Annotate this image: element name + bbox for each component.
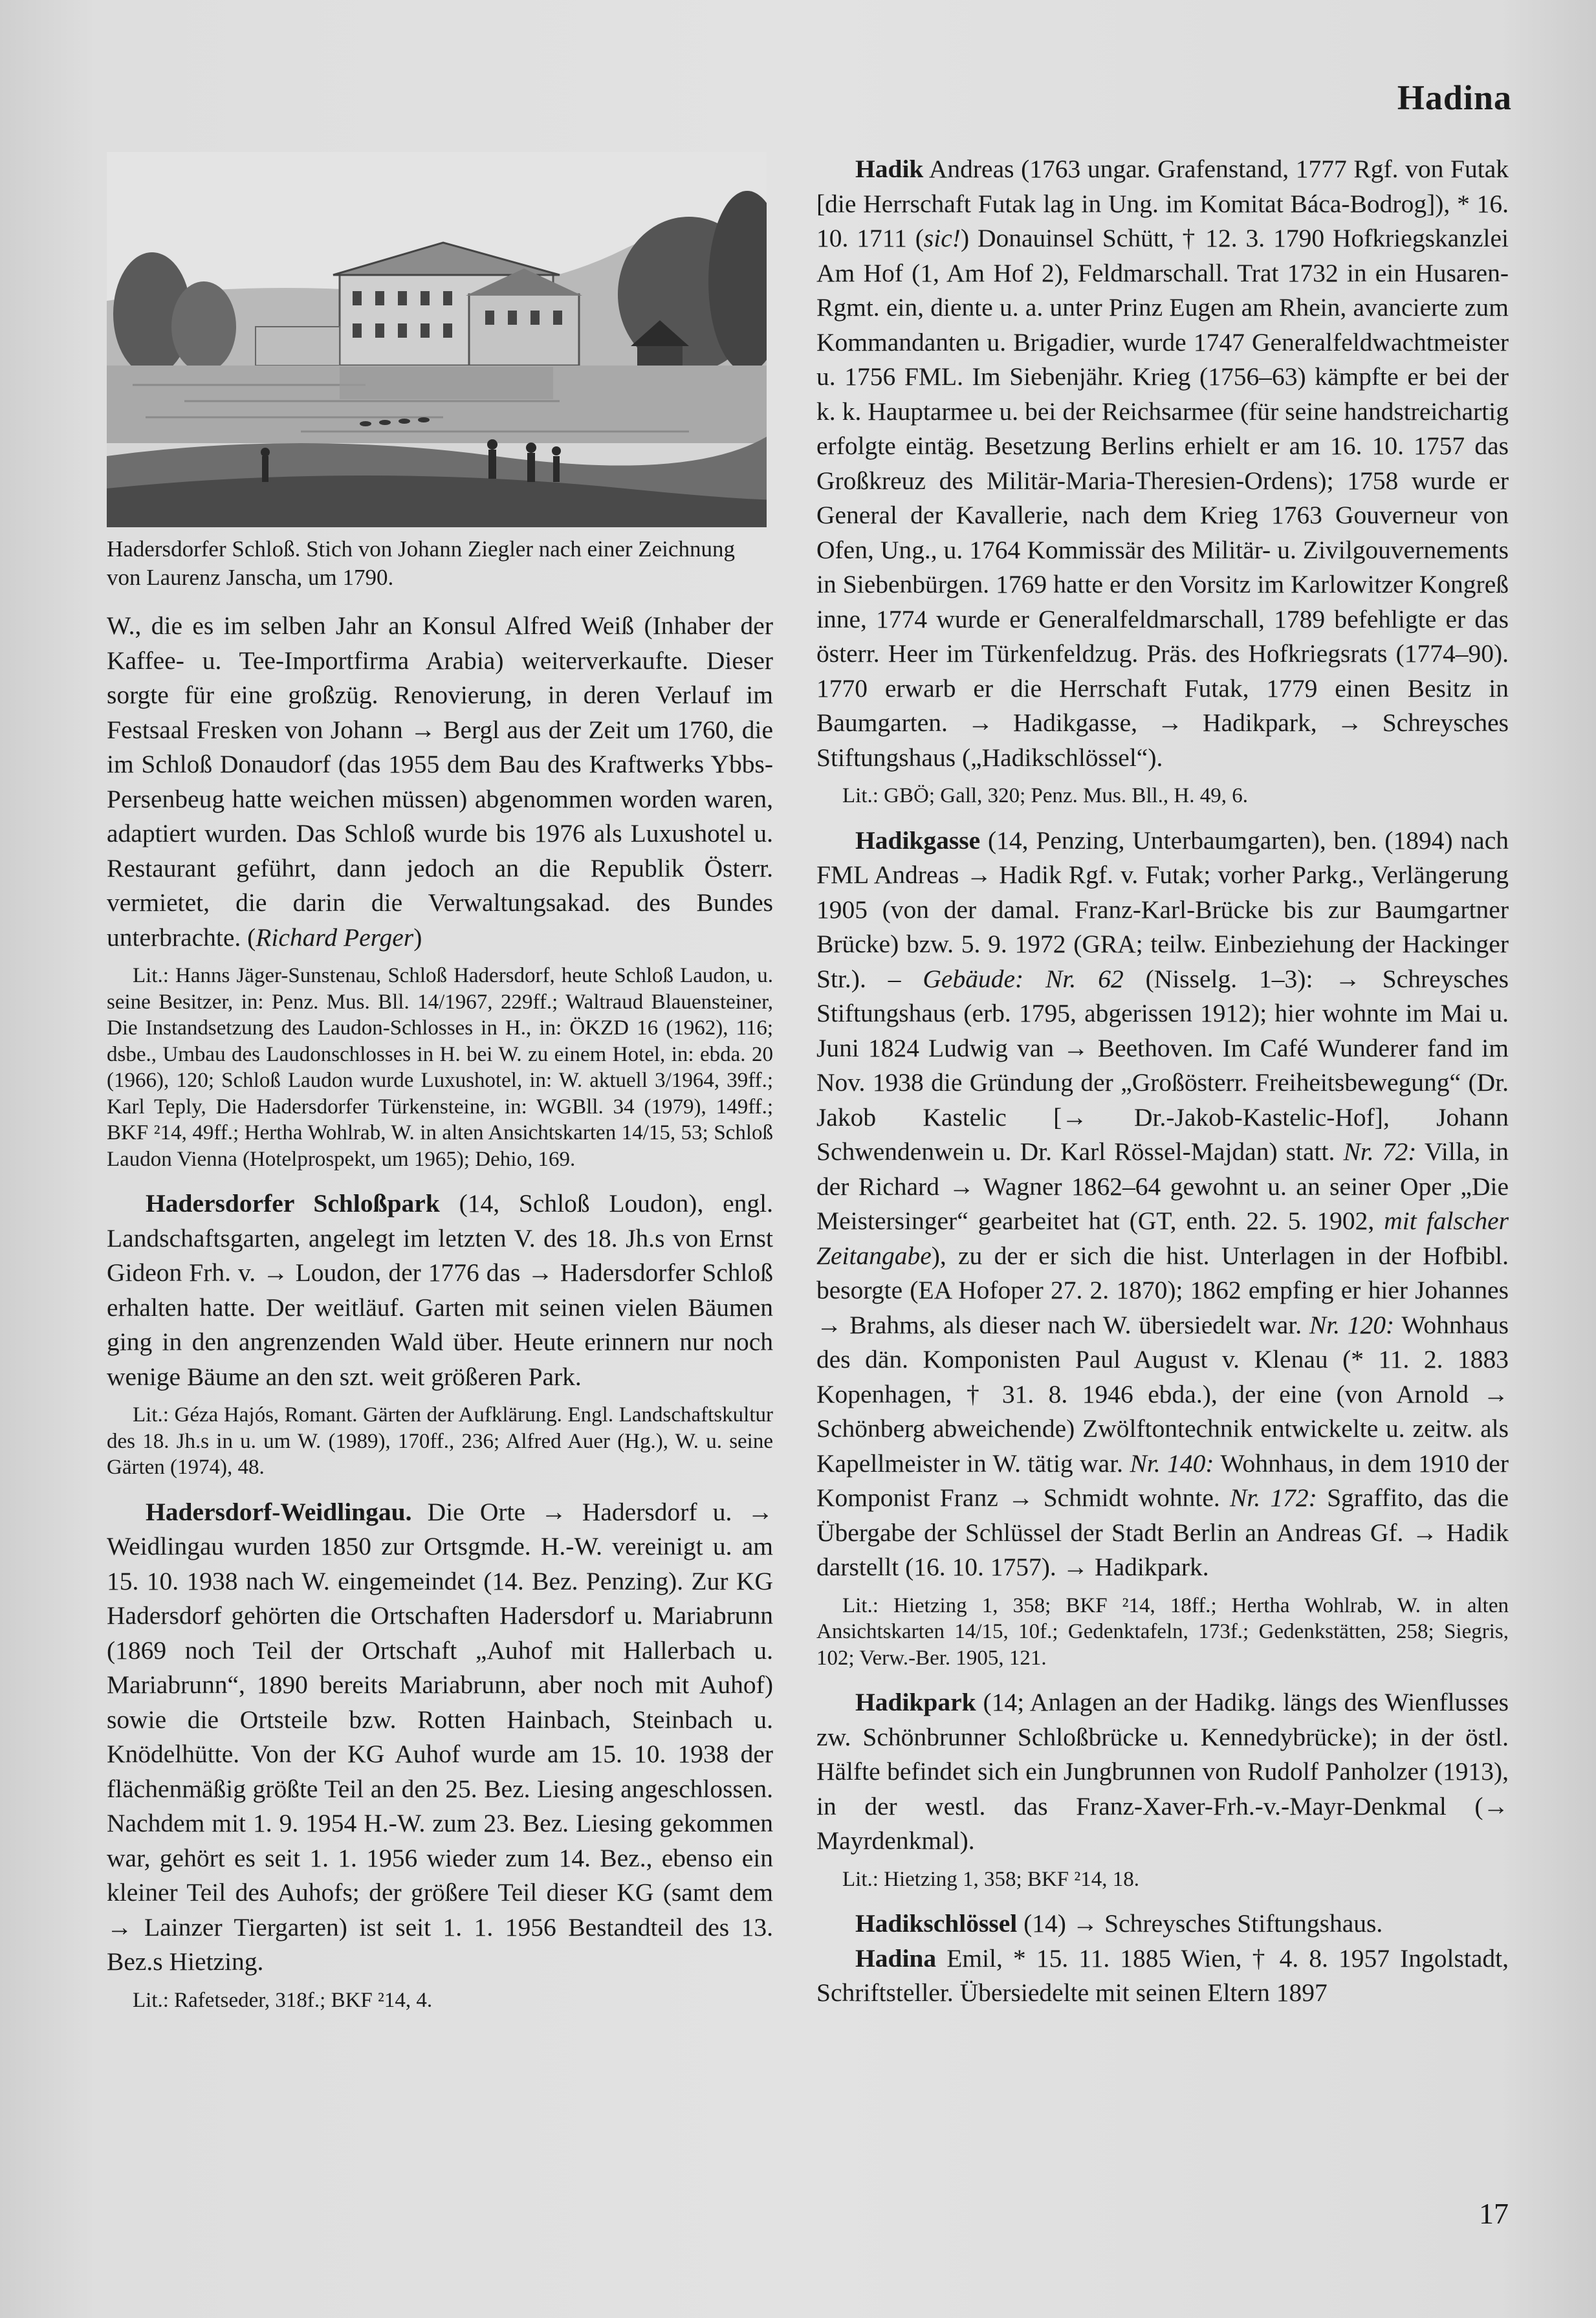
literature-hadikpark: Lit.: Hietzing 1, 358; BKF ²14, 18. — [842, 1867, 1140, 1891]
paragraph-schloss-continued: W., die es im selben Jahr an Konsul Alfred Weiß (Inhaber der Kaffee- u. Tee-Importfirma Arabia) weiterverkaufte. Dieser sorgte für eine großzüg. Renovierung, in deren Verlauf im Festsaal Fresken von Johann → Bergl aus der Zeit um 1760, die im Schloß Donaudorf (das 1955 dem Bau des Kraftwerks Ybbs-Persenbeug hatte weichen müssen) abgenommen worden waren, adaptiert wurden. Das Schloß wurde bis 1976 als Luxushotel u. Restaurant geführt, dann jedoch an die Republik Österr. vermietet, die darin die Verwaltungsakad. des Bundes unterbrachte. (Richard Perger) — [107, 611, 773, 952]
page-number: 17 — [1479, 2197, 1509, 2230]
entry-hadikpark: Hadikpark (14; Anlagen an der Hadikg. längs des Wienflusses zw. Schönbrunner Schloßbrücke u. Kennedybrücke); in der östl. Hälfte befindet sich ein Jungbrunnen von Rudolf Panholzer (1913), in der westl. das Franz-Xaver-Frh.-v.-Mayr-Denkmal (→ Mayrdenkmal). — [816, 1688, 1509, 1855]
entry-hadersdorf-weidlingau: Hadersdorf-Weidlingau. Die Orte → Hadersdorf u. → Weidlingau wurden 1850 zur Ortsgmde. H.-W. vereinigt u. am 15. 10. 1938 nach W. eingemeindet (14. Bez. Penzing). Zur KG Hadersdorf gehörten die Ortschaften Hadersdorf u. Mariabrunn (1869 noch Teil der Ortschaft „Auhof mit Hallerbach u. Mariabrunn“, 1890 bereits Mariabrunn, aber noch mit Auhof) sowie die Ortsteile bzw. Rotten Hainbach, Steinbach u. Knödelhütte. Von der KG Auhof wurde am 15. 10. 1938 der flächenmäßig größte Teil an den 25. Bez. Liesing angeschlossen. Nachdem mit 1. 9. 1954 H.-W. zum 23. Bez. Liesing gekommen war, gehört es seit 1. 1. 1956 wieder zum 14. Bez., ebenso ein kleiner Teil des Auhofs; der größere Teil dieser KG (samt dem → Lainzer Tiergarten) ist seit 1. 1. 1956 Bestandteil des 13. Bez.s Hietzing. — [107, 1497, 773, 1976]
literature-hadersdorfer-schloss: Lit.: Hanns Jäger-Sunstenau, Schloß Hadersdorf, heute Schloß Laudon, u. seine Besitzer, in: Penz. Mus. Bll. 14/1967, 229ff.; Waltraud Blauensteiner, Die Instandsetzung des Laudon-Schlosses in H., in: ÖKZD 16 (1962), 116; dsbe., Umbau des Laudonschlosses in H. bei W. zu einem Hotel, in: ebda. 20 (1966), 120; Schloß Laudon wurde Luxushotel, in: W. aktuell 3/1964, 39ff.; Karl Teply, Die Hadersdorfer Türkensteine, in: WGBll. 34 (1979), 149ff.; BKF ²14, 49ff.; Hertha Wohlrab, W. in alten Ansichtskarten 14/15, 53; Schloß Laudon Vienna (Hotelprospekt, um 1965); Dehio, 169. — [107, 964, 773, 1171]
headword: Hadikpark — [855, 1688, 976, 1716]
literature-schlosspark: Lit.: Géza Hajós, Romant. Gärten der Aufklärung. Engl. Landschaftskultur des 18. Jh.s in u. um W. (1989), 170ff., 236; Alfred Auer (Hg.), W. u. seine Gärten (1974), 48. — [107, 1403, 773, 1479]
headword: Hadik — [855, 155, 924, 183]
literature-hadik: Lit.: GBÖ; Gall, 320; Penz. Mus. Bll., H. 49, 6. — [842, 784, 1248, 807]
right-column — [816, 152, 1509, 2011]
running-head: Hadina — [1397, 78, 1512, 117]
headword: Hadersdorf-Weidlingau. — [146, 1497, 412, 1526]
literature-hadikgasse: Lit.: Hietzing 1, 358; BKF ²14, 18ff.; Hertha Wohlrab, W. in alten Ansichtskarten 14/15, 10f.; Gedenktafeln, 173f.; Gedenkstätten, 258; Siegris, 102; Verw.-Ber. 1905, 121. — [816, 1593, 1509, 1670]
entry-hadikgasse: Hadikgasse (14, Penzing, Unterbaumgarten), ben. (1894) nach FML Andreas → Hadik Rgf. v. Futak; vorher Parkg., Verlängerung 1905 (von der damal. Franz-Karl-Brücke bis zur Baumgartner Brücke) bzw. 5. 9. 1972 (GRA; teilw. Einbeziehung der Hackinger Str.). – Gebäude: Nr. 62 (Nisselg. 1–3): → Schreysches Stiftungshaus (erb. 1795, abgerissen 1912); hier wohnte im Mai u. Juni 1824 Ludwig van → Beethoven. Im Café Wunderer fand im Nov. 1938 die Gründung der „Großösterr. Freiheitsbewegung“ (Dr. Jakob Kastelic [→ Dr.-Jakob-Kastelic-Hof], Johann Schwendenwein u. Dr. Karl Rössel-Majdan) statt. Nr. 72: Villa, in der Richard → Wagner 1862–64 gewohnt u. an seiner Oper „Die Meistersinger“ gearbeitet hat (GT, enth. 22. 5. 1902, mit falscher Zeitangabe), zu der er sich die hist. Unterlagen in der Hofbibl. besorgte (EA Hofoper 27. 2. 1870); 1862 empfing er hier Johannes → Brahms, als dieser nach W. übersiedelt war. Nr. 120: Wohnhaus des dän. Komponisten Paul August v. Klenau (* 11. 2. 1883 Kopenhagen, † 31. 8. 1946 ebda.), der eine (von Arnold → Schönberg abweichende) Zwölftontechnik entwickelte u. zeitw. als Kapellmeister in W. tätig war. Nr. 140: Wohnhaus, in dem 1910 der Komponist Franz → Schmidt wohnte. Nr. 172: Sgraffito, das die Übergabe der Schlüssel der Stadt Berlin an Andreas Gf. → Hadik darstellt (16. 10. 1757). → Hadikpark. — [816, 826, 1509, 1581]
figure-caption: Hadersdorfer Schloß. Stich von Johann Ziegler nach einer Zeichnung von Laurenz Janscha, um 1790. — [107, 536, 735, 590]
engraving-illustration — [107, 152, 767, 527]
author-credit: Richard Perger — [256, 923, 414, 952]
entry-hadikschloessel: Hadikschlössel (14) → Schreysches Stiftungshaus. — [855, 1909, 1383, 1938]
entry-hadersdorfer-schlosspark: Hadersdorfer Schloßpark (14, Schloß Loudon), engl. Landschaftsgarten, angelegt im letzten V. des 18. Jh.s von Ernst Gideon Frh. v. → Loudon, der 1776 das → Hadersdorfer Schloß erhalten hatte. Der weitläuf. Garten mit seinen vielen Bäumen ging in den angrenzenden Wald über. Heute erinnern nur noch wenige Bäume an den szt. weit größeren Park. — [107, 1189, 774, 1391]
engraving-hadersdorfer-schloss — [107, 152, 767, 527]
entry-hadina: Hadina Emil, * 15. 11. 1885 Wien, † 4. 8. 1957 Ingolstadt, Schriftsteller. Übersiedelte mit seinen Eltern 1897 — [816, 1943, 1509, 2007]
headword: Hadina — [855, 1943, 937, 1973]
headword: Hadersdorfer Schloßpark — [146, 1189, 440, 1218]
left-column — [107, 152, 773, 2028]
headword: Hadikschlössel — [855, 1909, 1018, 1938]
entry-hadik: Hadik Andreas (1763 ungar. Grafenstand, 1777 Rgf. von Futak [die Herrschaft Futak lag in Ung. im Komitat Báca-Bodrog]), * 16. 10. 1711 (sic!) Donauinsel Schütt, † 12. 3. 1790 Hofkriegskanzlei Am Hof (1, Am Hof 2), Feldmarschall. Trat 1732 in ein Husaren-Rgmt. ein, diente u. a. unter Prinz Eugen am Rhein, avancierte zum Kommandanten u. Brigadier, wurde 1747 Generalfeldwachtmeister u. 1756 FML. Im Siebenjähr. Krieg (1756–63) kämpfte er bei der k. k. Hauptarmee u. bei der Reichsarmee (für seine handstreichartig erfolgte eintäg. Besetzung Berlins erhielt er am 16. 10. 1757 das Großkreuz des Militär-Maria-Theresien-Ordens); 1758 wurde er General der Kavallerie, nach dem Krieg 1763 Gouverneur von Ofen, Ung., u. 1764 Kommissär des Militär- u. Zivilgouvernements in Siebenbürgen. 1769 hatte er den Vorsitz im Karlowitzer Kongreß inne, 1774 wurde er Generalfeldmarschall, 1789 befehligte er das österr. Heer im Türkenfeldzug. Präs. des Hofkriegsrats (1774–90). 1770 erwarb er die Herrschaft Futak, 1779 einen Besitz in Baumgarten. → Hadikgasse, → Hadikpark, → Schreysches Stiftungshaus („Hadikschlössel“). — [816, 155, 1509, 772]
literature-hadersdorf-weidlingau: Lit.: Rafetseder, 318f.; BKF ²14, 4. — [133, 1988, 433, 2012]
headword: Hadikgasse — [855, 826, 981, 855]
